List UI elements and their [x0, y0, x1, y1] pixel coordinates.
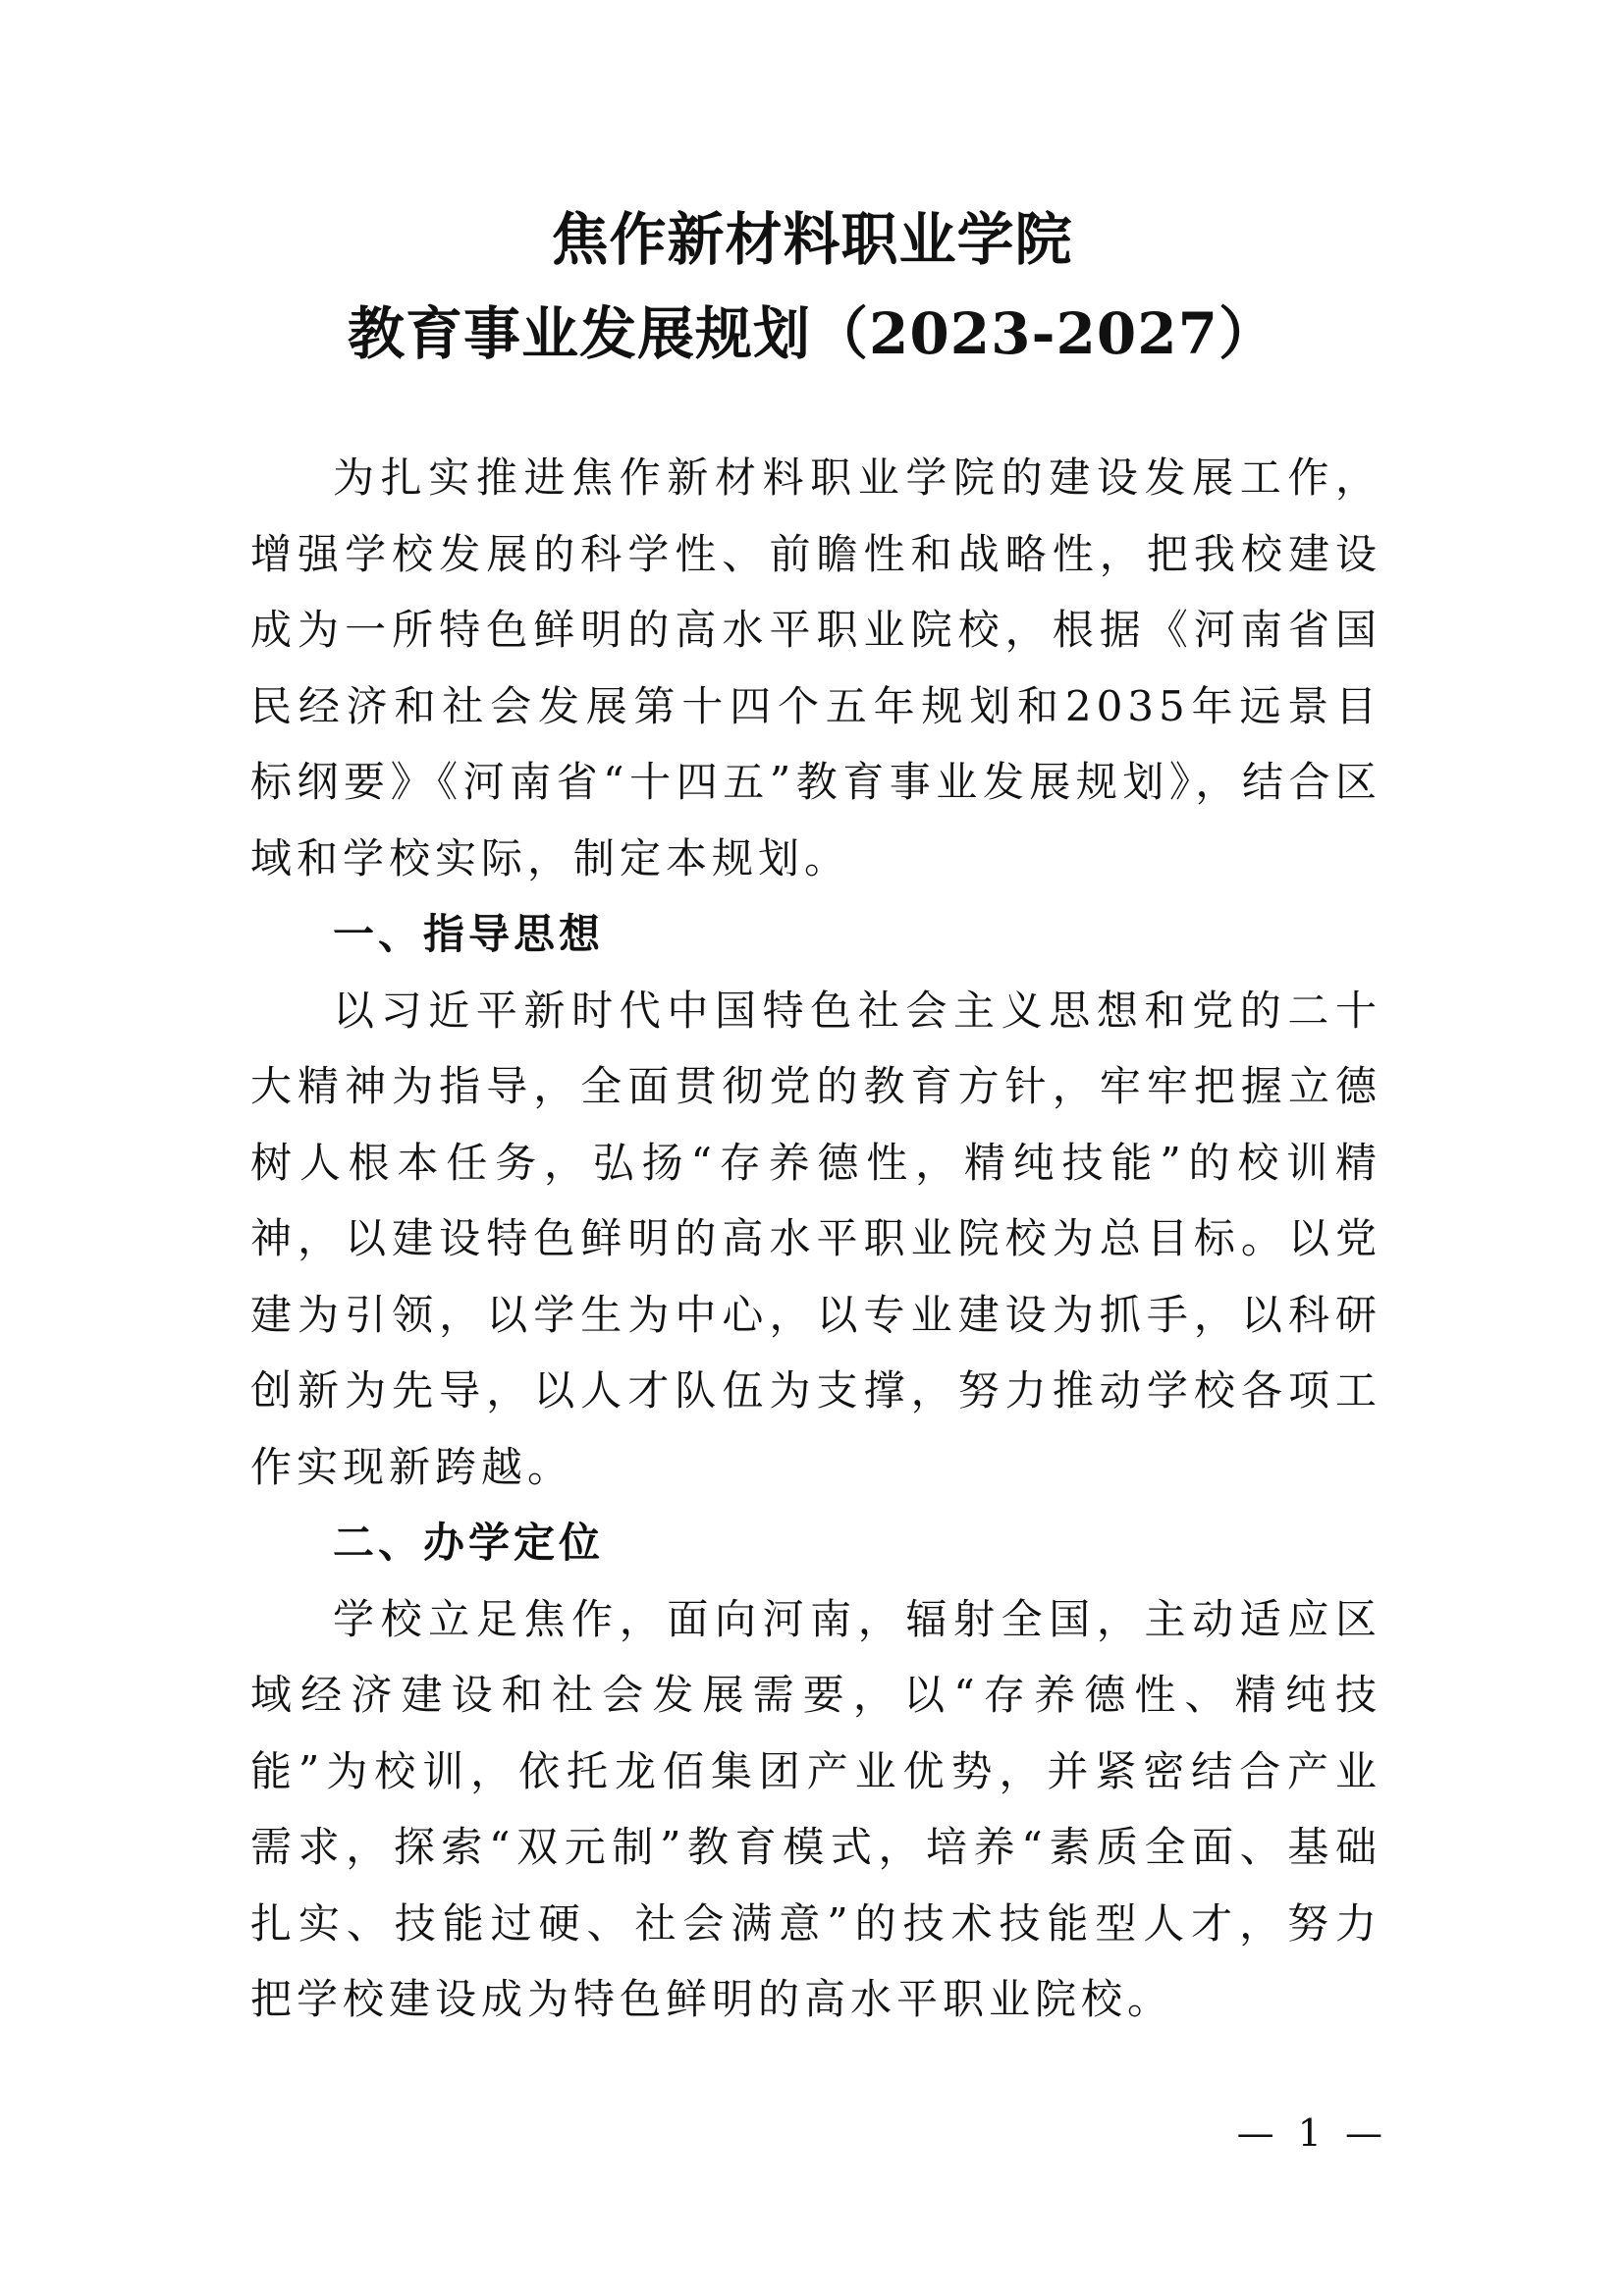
- title-line-plan: 教育事业发展规划（2023-2027）: [348, 300, 1276, 367]
- title-line-school: 焦作新材料职业学院: [551, 206, 1073, 273]
- page-number: — 1 —: [1236, 2111, 1388, 2155]
- section-heading-school-positioning: 二、办学定位: [333, 1519, 605, 1567]
- section-heading-guiding-ideology: 一、指导思想: [333, 910, 605, 958]
- document-title: [0, 192, 1624, 381]
- document-body: [250, 440, 1381, 2038]
- section-body-guiding-ideology: 以习近平新时代中国特色社会主义思想和党的二十大精神为指导，全面贯彻党的教育方针，牢牢把握立德树人根本任务，弘扬“存养德性，精纯技能”的校训精神，以建设特色鲜明的高水平职业院校为总目标。以党建为引领，以学生为中心，以专业建设为抓手，以科研创新为先导，以人才队伍为支撑，努力推动学校各项工作实现新跨越。: [250, 986, 1381, 1491]
- section-body-school-positioning: 学校立足焦作，面向河南，辐射全国，主动适应区域经济建设和社会发展需要，以“存养德性、精纯技能”为校训，依托龙佰集团产业优势，并紧密结合产业需求，探索“双元制”教育模式，培养“素质全面、基础扎实、技能过硬、社会满意”的技术技能型人才，努力把学校建设成为特色鲜明的高水平职业院校。: [250, 1594, 1381, 2023]
- intro-paragraph: 为扎实推进焦作新材料职业学院的建设发展工作，增强学校发展的科学性、前瞻性和战略性，把我校建设成为一所特色鲜明的高水平职业院校，根据《河南省国民经济和社会发展第十四个五年规划和2035年远景目标纲要》《河南省“十四五”教育事业发展规划》，结合区域和学校实际，制定本规划。: [250, 454, 1381, 882]
